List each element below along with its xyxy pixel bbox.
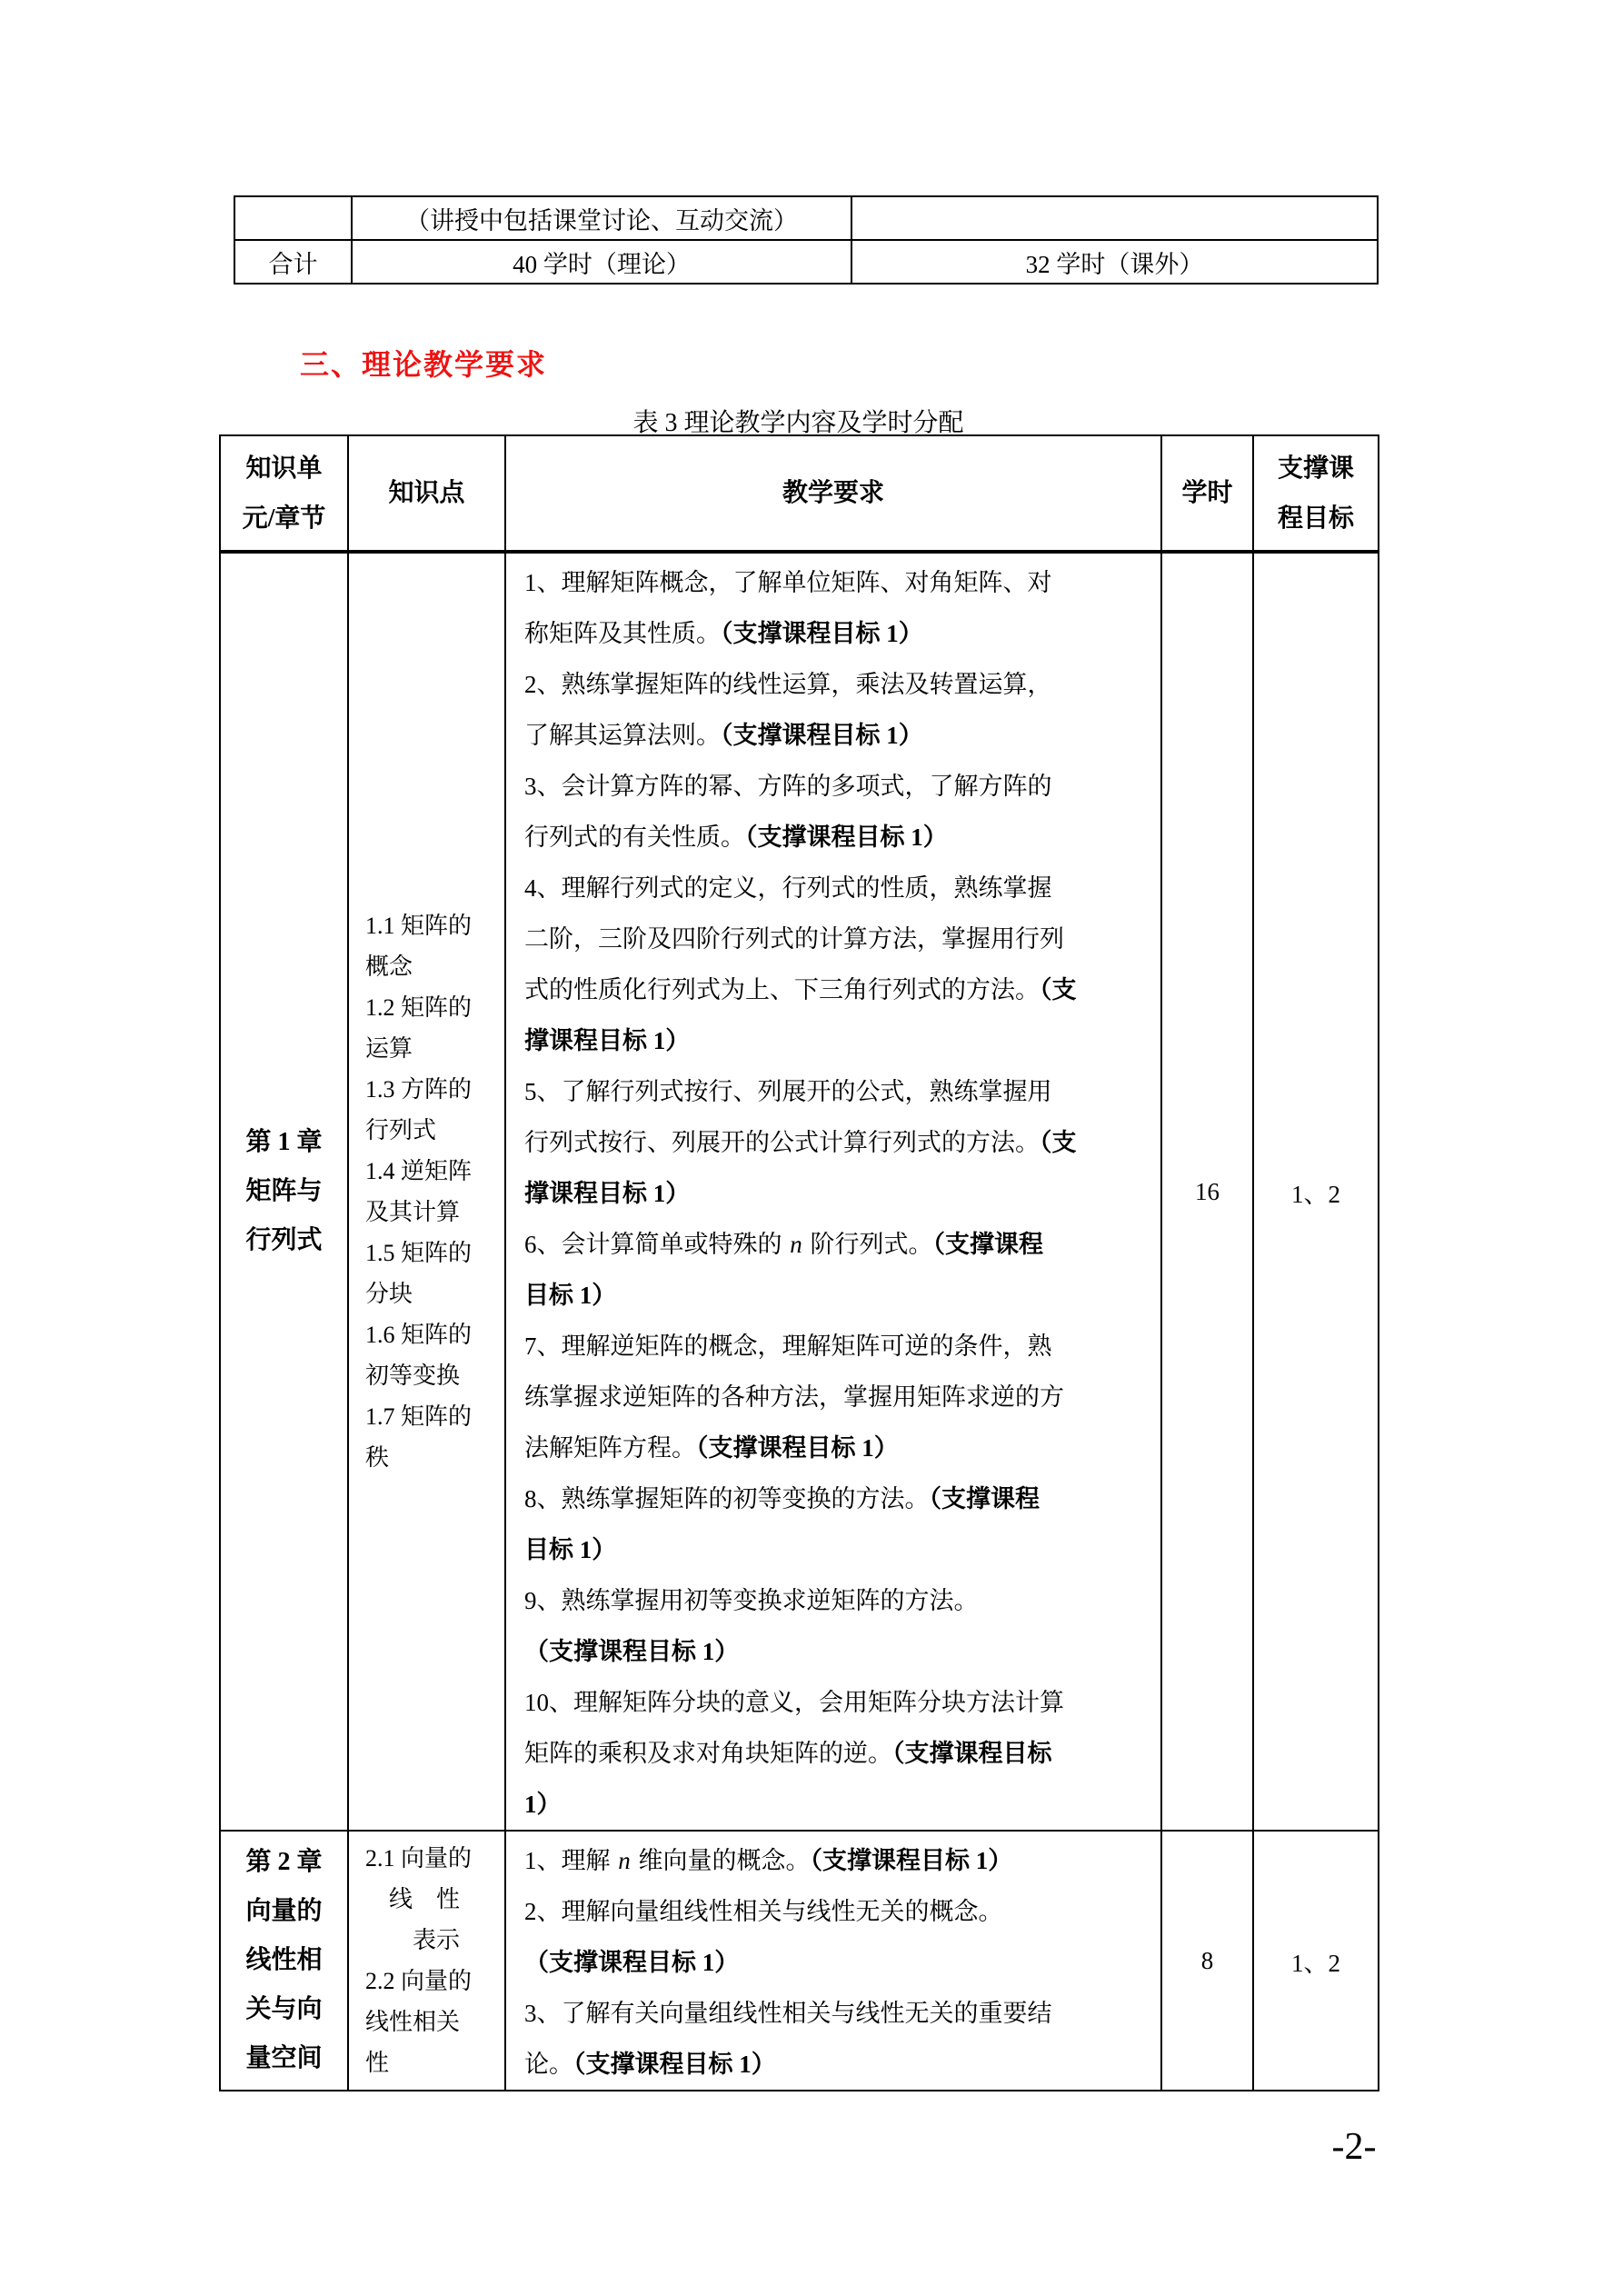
chapter1-requirements: 1、理解矩阵概念，了解单位矩阵、对角矩阵、对 称矩阵及其性质。（支撑课程目标 1） 2、熟练掌握矩阵的线性运算，乘法及转置运算， 了解其运算法则。（支撑课程目标 1） 3、会计算方阵的幂、方阵的多项式，了解方阵的 行列式的有关性质。（支撑课程目标 1） 4、理解行列式的定义，行列式的性质，熟练掌握 二阶，三阶及四阶行列式的计算方法，掌握用行列 式的性质化行列式为上、下三角行列式的方法。（支 撑课程目标 1） 5、了解行列式按行、列展开的公式，熟练掌握用 行列式按行、列展开的公式计算行列式的方法。（支 撑课程目标 1） 6、会计算简单或特殊的 n 阶行列式。（支撑课程 目标 1） 7、理解逆矩阵的概念，理解矩阵可逆的条件，熟 练掌握求逆矩阵的各种方法，掌握用矩阵求逆的方 法解矩阵方程。（支撑课程目标 1） 8、熟练掌握矩阵的初等变换的方法。（支撑课程 目标 1） 9、熟练掌握用初等变换求逆矩阵的方法。 （支撑课程目标 1） 10、理解矩阵分块的意义，会用矩阵分块方法计算 矩阵的乘积及求对角块矩阵的逆。（支撑课程目标 1）: [505, 552, 1161, 1831]
section-heading: 三、理论教学要求: [300, 348, 548, 381]
summary-table: [234, 195, 1379, 285]
summary-extracurricular-hours: 32 学时（课外）: [851, 240, 1378, 284]
chapter2-row: [220, 1831, 1379, 2091]
table-header-row: [220, 435, 1379, 552]
table-caption: 表 3 理论教学内容及学时分配: [632, 409, 964, 437]
header-knowledge-unit: 知识单 元/章节: [220, 435, 348, 552]
summary-remark-cell: （讲授中包括课堂讨论、互动交流）: [352, 196, 851, 240]
chapter2-hours: 8: [1161, 1831, 1253, 2091]
summary-empty-cell: [234, 196, 352, 240]
header-teaching-requirements: 教学要求: [505, 435, 1161, 552]
summary-row-total: [234, 240, 1378, 284]
chapter2-requirements: 1、理解 n 维向量的概念。（支撑课程目标 1） 2、理解向量组线性相关与线性无关的概念。 （支撑课程目标 1） 3、了解有关向量组线性相关与线性无关的重要结 论。（支撑课程目标 1）: [505, 1831, 1161, 2091]
summary-total-label: 合计: [234, 240, 352, 284]
chapter1-hours: 16: [1161, 552, 1253, 1831]
theory-teaching-table: [219, 434, 1379, 2091]
summary-empty-cell: [851, 196, 1378, 240]
header-hours: 学时: [1161, 435, 1253, 552]
summary-theory-hours: 40 学时（理论）: [352, 240, 851, 284]
chapter2-goals: 1、2: [1253, 1831, 1379, 2091]
chapter2-title: 第 2 章 向量的 线性相 关与向 量空间: [220, 1831, 348, 2091]
chapter2-knowledge-points: 2.1 向量的 线 性 表示 2.2 向量的 线性相关 性: [348, 1831, 505, 2091]
header-course-goals: 支撑课 程目标: [1253, 435, 1379, 552]
page-number: -2-: [1331, 2126, 1377, 2168]
chapter1-knowledge-points: 1.1 矩阵的 概念 1.2 矩阵的 运算 1.3 方阵的 行列式 1.4 逆矩阵 及其计算 1.5 矩阵的 分块 1.6 矩阵的 初等变换 1.7 矩阵的 秩: [348, 552, 505, 1831]
chapter1-row: [220, 552, 1379, 1831]
chapter1-goals: 1、2: [1253, 552, 1379, 1831]
header-knowledge-point: 知识点: [348, 435, 505, 552]
summary-row-remark: [234, 196, 1378, 240]
chapter1-title: 第 1 章 矩阵与 行列式: [220, 552, 348, 1831]
